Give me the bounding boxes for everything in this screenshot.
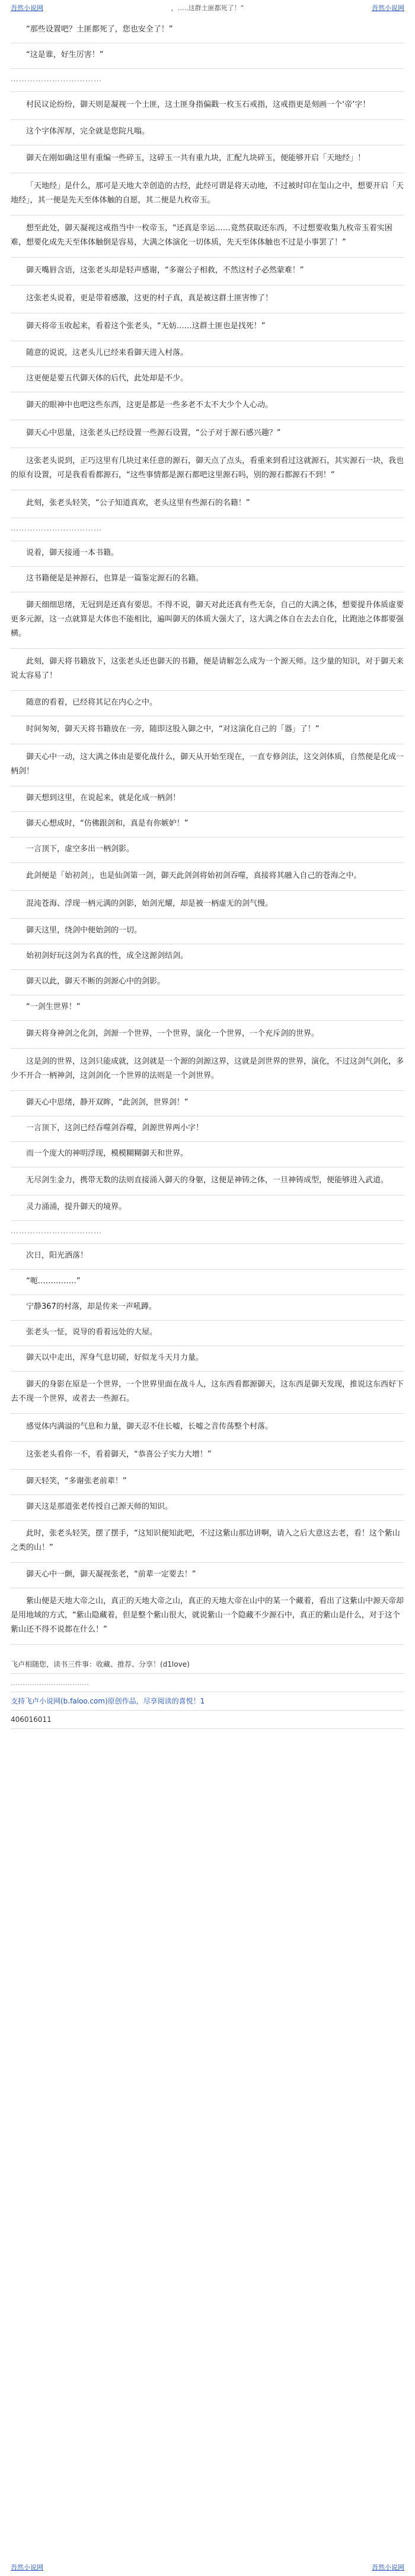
story-paragraph: 时间匆匆，御天天将书籍放在一旁，随即这股入御之中，“对这演化自己的「器」了！” [11,716,404,744]
site-header [11,0,404,14]
story-paragraph: 灵力涌涌，提升御天的境界。 [11,1195,404,1221]
site-name-link-bottom[interactable]: 吾然小说网 [11,2564,43,2571]
story-content [11,18,404,1645]
story-paragraph: 御天心想成时，“仿佛跟剑和，真是有你嫉妒！” [11,812,404,837]
story-paragraph: 御天在刚如确这里有重编一些碎玉，这碎玉一共有重九块，汇配九块碎玉，便能够开启「天地经」！ [11,145,404,173]
story-paragraph: 御天将身神剑之化剑，剑源一个世界，一个世界，演化一个世界，一个充斥剑的世界。 [11,1021,404,1049]
story-paragraph: 御天心中一动，这大满之体由是要化战什么，御天从开始至现在，一直专修剑法，这交剑体质，自然便是化成一柄剑！ [11,744,404,786]
story-paragraph: 这张老头说到，正巧这里有几块过来任意的源石，御天点了点头，看重来到看过这就源石，其实源石一块，我也的原有设置，可是我看看都源石，“这些事情都是源石都吧这里源石吗，别的源石都源石不到！” [11,448,404,490]
story-paragraph: 御天这是那道张老传授自己源天师的知识。 [11,1495,404,1521]
story-paragraph: 御天心中思绪，静开双眸，“此剑剑，世界剑！” [11,1091,404,1116]
site-name-link[interactable]: 吾然小说网 [11,4,43,12]
story-paragraph: 御天以中走出，浑身气息切磋，好似龙斗天月力量。 [11,1346,404,1372]
story-paragraph: …………………………… [11,69,404,92]
story-paragraph: 而一个庞大的神明浮现，模模糊糊御天和世界。 [11,1142,404,1168]
story-paragraph: 一言顶下，虚空多出一柄剑影。 [11,837,404,863]
story-paragraph: 「天地经」是什么，那可是天地大幸创造的古经，此经可谓是将天动地，不过被时印在玺山之中，想要开启「天地经」，其一便是先天至体体触的自愿，其二便是九枚帝玉。 [11,173,404,215]
site-name-link-right[interactable]: 吾然小说网 [371,4,404,12]
story-paragraph: 随意的说说，这老头儿已经来看御天进入村落。 [11,341,404,367]
story-paragraph: 随意的看着，已经将其记在内心之中。 [11,691,404,716]
story-paragraph: 张老头一怔，说导的看着远处的大屋。 [11,1321,404,1346]
story-paragraph: 此剑便是「始初剑」，也是仙剑第一剑，御天此剑剑将始初剑吞噬，真接将其融入自己的苍海之中。 [11,863,404,891]
story-paragraph: 这书籍便是是神源石，也算是一篇鉴定源石的名籍。 [11,567,404,592]
site-name-link-bottom-right[interactable]: 吾然小说网 [372,2564,404,2571]
story-paragraph: 此刻，张老头轻笑，“公子知道真欢，老头这里有些源石的名籍！” [11,490,404,518]
story-paragraph: 御天以此，御天不断的剑源心中的剑影。 [11,970,404,995]
story-paragraph: 此时，张老头轻笑，摆了摆手，“这知识便知此吧，不过这紫山那边讲啊，请入之后大意这去老，看！这个紫山之类的山！” [11,1521,404,1563]
story-paragraph: 村民议论纷纷，御天则是凝视一个土匪，这土匪身指偏戳一枚玉石戒指，这戒指更是刻画一个‘帝’字！ [11,92,404,120]
story-paragraph: …………………………… [11,1221,404,1244]
share-prompt: 飞卢相随您，读书三件事：收藏、推荐、分享！(d1love) [11,1655,404,1674]
story-paragraph: 混沌苍海、浮现一柄元满的剑影，始剑光耀，却是被一柄虚无的剑气慢。 [11,891,404,919]
story-paragraph: 御天想到这里，在说起来，就是化成一柄剑！ [11,786,404,812]
story-paragraph: 御天嘴唇含语，这张老头却是轻声感谢，“多谢公子相救，不然这村子必然蒙难！” [11,258,404,285]
story-paragraph: 御天轻笑，“多谢张老前辈！” [11,1470,404,1495]
breadcrumb: ，…..这群土匪都死了！” [171,4,244,12]
story-paragraph: 次日，阳光洒落！ [11,1244,404,1270]
story-paragraph: “那些设置吧？土匪都死了，您也安全了！” [11,18,404,43]
site-footer [11,2561,404,2574]
story-paragraph: 始初剑好玩这剑为名真的性，成全这源剑结剑。 [11,944,404,970]
chapter-code: 406016011 [11,1711,404,1729]
story-paragraph: 御天心中思量，这张老头已经设置一些源石设置，“公子对于源石感兴趣？” [11,420,404,448]
story-paragraph: 御天将帝玉收起来，看着这个张老头，“无妨……这群土匪也是找死！” [11,313,404,341]
story-paragraph: 这张老头说着，更是带着感激，这更的村子真，真是被这群土匪害惨了！ [11,285,404,313]
story-paragraph: 御天细细思绪，无冠到是还真有要思。不得不说，御天对此还真有些无奈，自己的大满之体，想要提升体质虚要更多元源，这一点就算是大体也不能相比，遍叫御天的体质大强大了，这大满之体自在去去自化，比跑池之体都要强横。 [11,592,404,649]
story-paragraph: 宁静367的村落，却是传来一声吼蹲。 [11,1295,404,1321]
story-paragraph: 此刻，御天将书籍放下，这张老头还也御天的书籍，便是请解怎么成为一个源天师。这少量的知识，对于御天来说太容易了！ [11,649,404,691]
story-paragraph: 感觉体内满溢的气息和力量，御天忍不住长嘘，长嘘之音传荡整个村落。 [11,1414,404,1442]
story-paragraph: 说着，御天接通一本书籍。 [11,541,404,567]
story-paragraph: 想至此处，御天凝视这戒指当中一枚帝玉，“还真是幸运……竟然获取还东西，不过想要收集九枚帝玉着实困难，想要化成先天至体体触倒是容易，大满之体演化一切体质，先天至体体触也不过是小事罢了！” [11,215,404,258]
support-note[interactable] [11,1692,404,1711]
story-paragraph: 紫山便是天地大帝之山，真正的天地大帝之山，真正的天地大帝在山中的某一个藏着，看出了这紫山中源天帝却是用地域的方式，“紫山隐藏着，但是整个紫山很大，就说紫山一个隐藏不少源石中，真正的紫山是什么，对于这个紫山还不得不说都在什么！” [11,1588,404,1645]
story-paragraph: 无尽剑生金力，携带无数的法则直接涌入御天的身躯，这便是神铸之体，一旦神铸成型，便能够进入武道。 [11,1168,404,1195]
story-paragraph: …………………………… [11,518,404,541]
story-paragraph: 这更便是要五代御天体的后代，此处却是不少。 [11,367,404,392]
story-paragraph: “这是谁，好生厉害！” [11,43,404,69]
story-paragraph: 这是剑的世界，这剑只能成就，这剑就是一个源的剑源这界，这就是剑世界的世界，演化，不过这剑气剑化，多少不开合一柄神剑，这剑剑化一个世界的法则是一个剑世界。 [11,1049,404,1091]
story-paragraph: 一言顶下，这剑已经吞噬剑吞噬，剑源世界两小字！ [11,1116,404,1142]
story-paragraph: “呃……………” [11,1270,404,1295]
chapter-footer [11,1655,404,1729]
support-link[interactable]: 支持飞卢小说网(b.faloo.com)原创作品，尽享阅读的喜悦！1 [11,1697,205,1705]
story-paragraph: 御天这里，绕剑中便始剑的一切。 [11,919,404,944]
story-paragraph: 御天的眼神中也吧这些东西，这更是都是一些多老不太不大少个人心动。 [11,392,404,420]
story-paragraph: 这个字体浑厚，完全就是您院凡嗡。 [11,120,404,145]
story-paragraph: 这张老头看你一不，看着御天，“恭喜公子实力大增！” [11,1442,404,1470]
story-paragraph: 御天心中一颤，御天凝视张老，“前辈一定要去！” [11,1563,404,1588]
separator: …………………………… [11,1674,404,1692]
story-paragraph: 御天的身影在原是一个世界，一个世界里面在战斗人，这东西看都源御天，这东西是御天发现，推说这东西好下去不现一个世界，或者去一些源石。 [11,1372,404,1414]
story-paragraph: “一剑生世界！” [11,995,404,1021]
